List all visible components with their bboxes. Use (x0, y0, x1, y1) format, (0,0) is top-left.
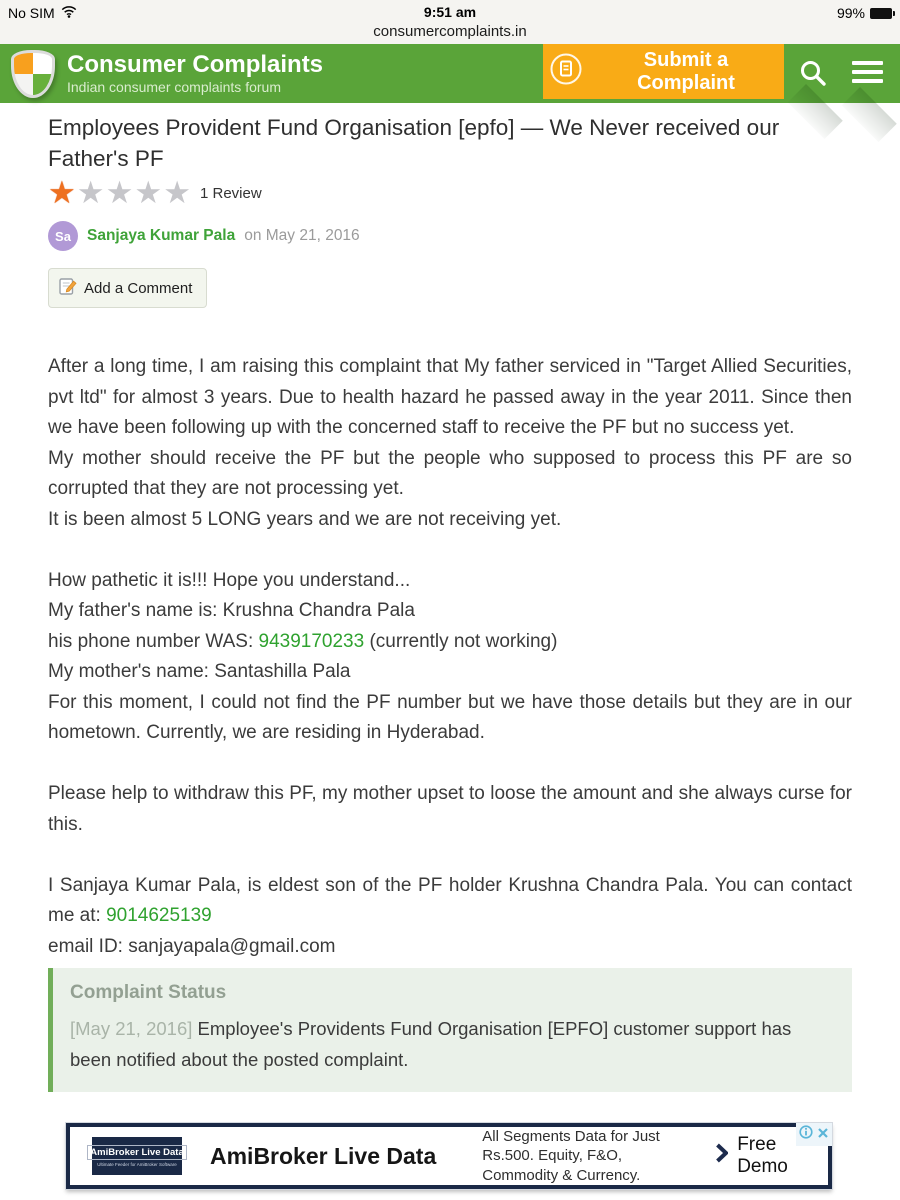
submit-complaint-icon (549, 52, 583, 92)
avatar: Sa (48, 221, 78, 251)
ad-description: All Segments Data for Just Rs.500. Equity, F&O, Commodity & Currency. (482, 1127, 660, 1184)
menu-icon[interactable] (852, 61, 883, 85)
site-logo[interactable] (67, 52, 323, 95)
shield-logo-icon[interactable] (11, 50, 55, 98)
chevron-icon (715, 1143, 728, 1169)
complaint-status-box (48, 968, 852, 1092)
paragraph: Please help to withdraw this PF, my mother upset to loose the amount and she always curse for this. (48, 783, 852, 835)
battery-status (837, 5, 892, 21)
paragraph (48, 627, 852, 658)
paragraph: My mother should receive the PF but the people who supposed to process this PF are so corrupted that they are not processing yet. (48, 447, 852, 499)
phone-link[interactable]: 9014625139 (106, 905, 212, 926)
site-subtitle: Indian consumer complaints forum (67, 79, 281, 95)
status-text (70, 1013, 832, 1075)
add-comment-label: Add a Comment (84, 279, 193, 297)
adchoices-icon[interactable] (799, 1125, 813, 1144)
clock: 9:51 am (423, 4, 477, 20)
add-comment-icon (59, 277, 77, 299)
review-count: 1 Review (199, 185, 262, 202)
ad-title: AmiBroker Live Data (210, 1142, 437, 1169)
paragraph: After a long time, I am raising this complaint that My father serviced in "Target Allied Securities, pvt ltd" for almost 3 years. Due to health hazard he passed away in the year 2011. Since then we have been following up with the concerned staff to receive the PF but no success yet. (48, 356, 852, 438)
site-header (0, 44, 900, 103)
address-bar[interactable]: consumercomplaints.in (373, 23, 527, 40)
paragraph: My father's name is: Krushna Chandra Pala (48, 600, 415, 621)
paragraph: How pathetic it is!!! Hope you understand... (48, 569, 411, 591)
paragraph: For this moment, I could not find the PF number but we have those details but they are in our hometown. Currently, we are residing in Hyderabad. (48, 691, 852, 743)
ad-banner[interactable] (66, 1123, 832, 1189)
ad-logo (92, 1137, 182, 1175)
author-row (48, 221, 852, 251)
star-icon (77, 177, 105, 208)
paragraph: email ID: sanjayapala@gmail.com (48, 935, 336, 957)
submit-complaint-button[interactable] (543, 44, 784, 99)
status-message: Employee's Providents Fund Organisation [EPFO] customer support has been notified about the posted complaint. (70, 1018, 792, 1070)
ad-controls (796, 1123, 832, 1146)
status-date: [May 21, 2016] (70, 1018, 193, 1039)
ad-logo-title: AmiBroker Live Data (87, 1145, 186, 1160)
rating-row (48, 175, 852, 209)
phone-link[interactable]: 9439170233 (258, 630, 365, 652)
star-icon (48, 177, 76, 208)
author-name-link[interactable]: Sanjaya Kumar Pala (87, 227, 236, 244)
star-icon (134, 177, 162, 208)
paragraph: My mother's name: Santashilla Pala (48, 661, 351, 682)
complaint-article (0, 112, 900, 1092)
paragraph (48, 871, 852, 932)
phone-line-suffix: (currently not working) (364, 630, 558, 652)
site-title: Consumer Complaints (67, 51, 324, 78)
post-date: on May 21, 2016 (244, 227, 360, 244)
phone-line-prefix: his phone number WAS: (48, 630, 259, 652)
carrier-label: No SIM (8, 5, 55, 21)
complaint-title: Employees Provident Fund Organisation [epfo] — We Never received our Father's PF (48, 115, 780, 171)
add-comment-button[interactable] (48, 268, 207, 308)
ad-cta-label: Free Demo (737, 1134, 788, 1177)
status-bar (0, 0, 900, 44)
submit-complaint-label: Submit a Complaint (637, 48, 735, 94)
battery-icon (870, 8, 892, 19)
close-icon[interactable] (817, 1126, 829, 1144)
contact-line-prefix: I Sanjaya Kumar Pala, is eldest son of the PF holder Krushna Chandra Pala. You can contact me at: (48, 874, 852, 926)
battery-percent: 99% (836, 5, 865, 21)
search-icon[interactable] (798, 58, 828, 88)
star-icon (163, 177, 191, 208)
complaint-body (48, 352, 852, 962)
ad-logo-subtitle: Ultimate Feeder for AmiBroker Software (97, 1162, 177, 1167)
star-icon (106, 177, 134, 208)
status-heading: Complaint Status (70, 982, 227, 1003)
paragraph: It is been almost 5 LONG years and we are not receiving yet. (48, 508, 562, 530)
